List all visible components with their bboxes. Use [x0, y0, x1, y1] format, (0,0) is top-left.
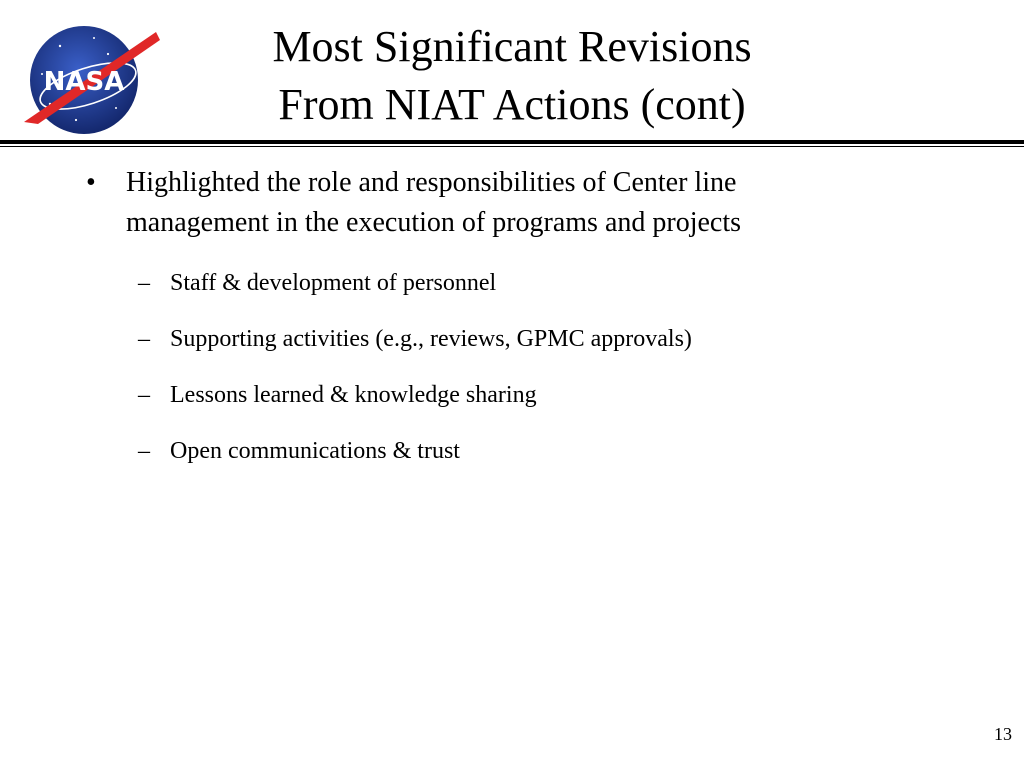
sub-bullet-text: Open communications & trust [170, 438, 460, 464]
sub-bullet-text: Supporting activities (e.g., reviews, GPMC approvals) [170, 326, 692, 352]
title-line-2: From NIAT Actions (cont) [278, 80, 746, 129]
sub-bullet-text: Lessons learned & knowledge sharing [170, 382, 537, 408]
bullet-marker: • [86, 167, 96, 198]
sub-bullet-marker: – [138, 270, 150, 296]
bullet-text: Highlighted the role and responsibilities of Center line management in the execution of programs and projects [126, 167, 742, 238]
sub-bullet-text: Staff & development of personnel [170, 270, 497, 296]
sub-bullet-marker: – [138, 326, 150, 352]
sub-bullet-marker: – [138, 438, 150, 464]
sub-bullet-marker: – [138, 382, 150, 408]
logo-text: NASA [43, 67, 125, 97]
title-line-1: Most Significant Revisions [272, 22, 752, 71]
page-number: 13 [994, 724, 1012, 744]
